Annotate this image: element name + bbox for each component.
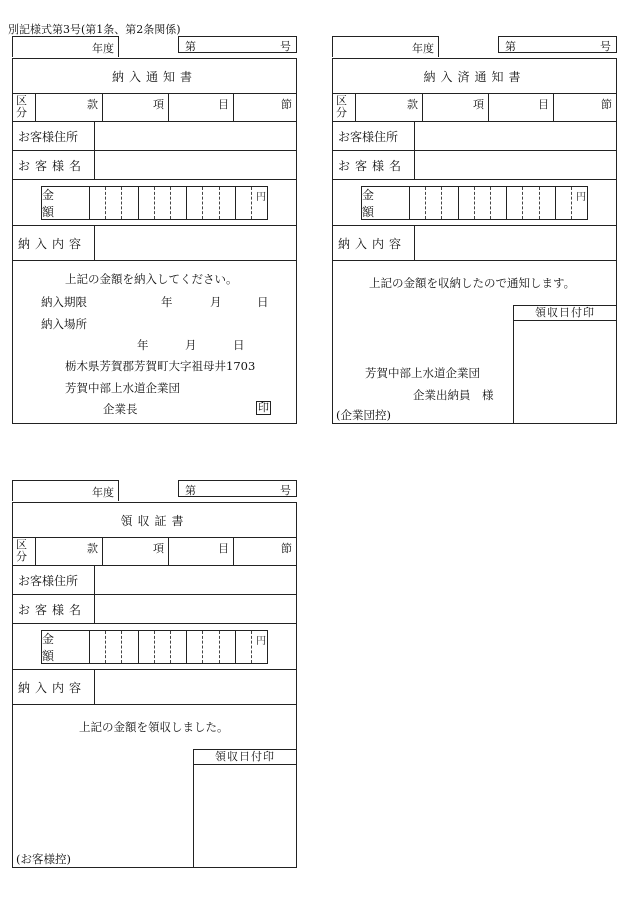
receipt-date-stamp-box: 領収日付印: [193, 749, 297, 868]
number-box: 第 号: [498, 36, 617, 53]
issuer-org: 芳賀中部上水道企業団: [365, 366, 480, 380]
form-title: 納入済通知書: [333, 59, 616, 94]
customer-name-label: お客様名: [13, 151, 95, 179]
ryoushu-shousho-form: [12, 480, 297, 868]
amount-box: 金 額 円: [362, 188, 587, 219]
payment-content-label: 納入内容: [13, 670, 95, 704]
customer-name-label: お客様名: [333, 151, 415, 179]
kubun-label: 区 分: [16, 94, 27, 119]
customer-name-label: お客様名: [13, 595, 95, 623]
amount-box: 金 額 円: [42, 188, 267, 219]
form-title: 納入通知書: [13, 59, 296, 94]
seal-mark: 印: [258, 401, 269, 414]
customer-address-label: お客様住所: [13, 566, 95, 594]
number-box: 第 号: [178, 480, 297, 497]
issuer-address: 栃木県芳賀郡芳賀町大字祖母井1703: [65, 359, 256, 373]
amount-row: [333, 180, 616, 226]
receipt-notice-body: 上記の金額を収納したので通知します。 領収日付印 芳賀中部上水道企業団 企業出納員 様 (企業団控): [333, 261, 616, 423]
fiscal-year-box: 年度: [332, 36, 439, 57]
payment-content-label: 納入内容: [13, 226, 95, 260]
payment-content-label: 納入内容: [333, 226, 415, 260]
customer-address-label: お客様住所: [13, 122, 95, 150]
account-row: 区 分 款 項 目 節: [333, 94, 616, 122]
form-reference: 別記様式第3号(第1条、第2条関係): [8, 23, 181, 36]
nounyu-tsuchisho-form: [12, 36, 297, 424]
fiscal-year-box: 年度: [12, 36, 119, 57]
customer-address-label: お客様住所: [333, 122, 415, 150]
amount-row: [13, 180, 296, 226]
form-title: 領収証書: [13, 503, 296, 538]
notice-body: 上記の金額を納入してください。 納入期限 年 月 日 納入場所 年 月 日 栃木県芳賀郡芳賀町大字祖母井1703 芳賀中部上水道企業団 企業長 印: [41, 272, 269, 416]
copy-label: (お客様控): [16, 852, 71, 866]
account-row: 区 分 款 項 目 節: [13, 538, 296, 566]
account-row: 区 分 款 項 目 節: [13, 94, 296, 122]
issuer-org: 芳賀中部上水道企業団: [65, 381, 180, 395]
receipt-date-stamp-box: 領収日付印: [513, 305, 617, 424]
issuer-head: 企業長: [103, 402, 138, 416]
recipient: 企業出納員 様: [413, 388, 494, 402]
fiscal-year-box: 年度: [12, 480, 119, 501]
receipt-body: 上記の金額を領収しました。 領収日付印 (お客様控): [13, 705, 296, 867]
nounyuzumi-tsuchisho-form: [332, 36, 617, 424]
amount-box: 金 額 円: [42, 632, 267, 663]
copy-label: (企業団控): [336, 408, 391, 422]
number-box: 第 号: [178, 36, 297, 53]
amount-row: [13, 624, 296, 670]
